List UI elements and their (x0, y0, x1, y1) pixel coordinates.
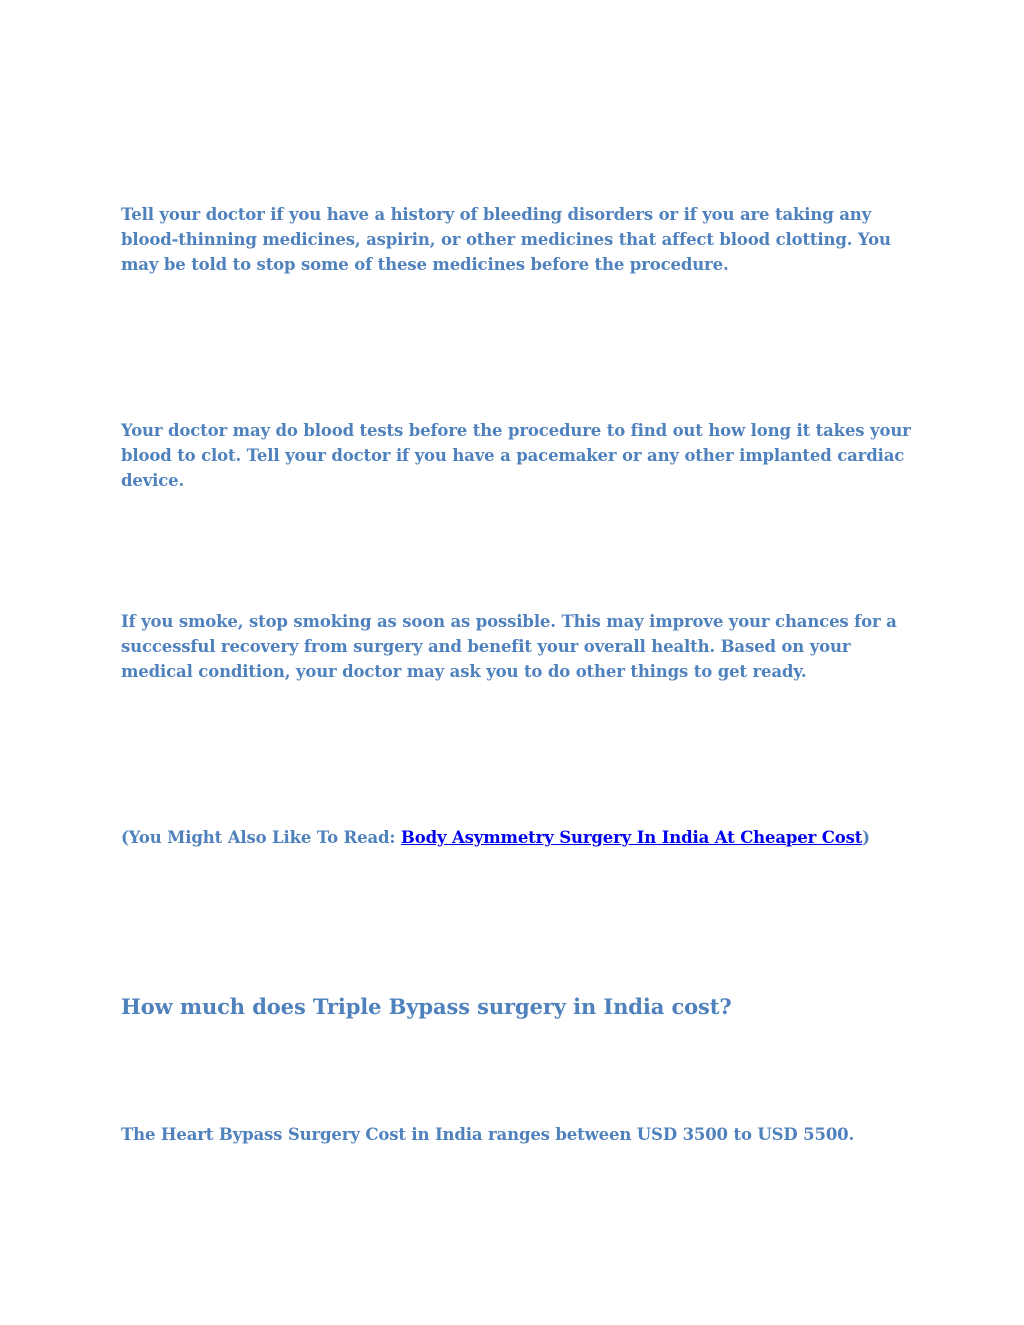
open-paren: ( (121, 828, 129, 847)
blood-tests-paragraph: Your doctor may do blood tests before the procedure to find out how long it takes your blood to clot. Tell your doctor if you have a pacemaker or any other implanted cardiac device. (121, 421, 911, 490)
cost-heading: How much does Triple Bypass surgery in India cost? (121, 994, 732, 1019)
related-reading-prefix: You Might Also Like To Read: (128, 828, 401, 847)
close-paren: ) (862, 828, 870, 847)
cost-paragraph: The Heart Bypass Surgery Cost in India ranges between USD 3500 to USD 5500. (121, 1125, 855, 1144)
bleeding-disorders-paragraph: Tell your doctor if you have a history of bleeding disorders or if you are taking any blood-thinning medicines, aspirin, or other medicines that affect blood clotting. You may be told to stop some of these medicines before the procedure. (121, 205, 891, 274)
related-reading-line (121, 825, 911, 850)
smoking-paragraph: If you smoke, stop smoking as soon as possible. This may improve your chances for a successful recovery from surgery and benefit your overall health. Based on your medical condition, your doctor may ask you to do other things to get ready. (121, 612, 897, 681)
related-article-link[interactable]: Body Asymmetry Surgery In India At Cheaper Cost (400, 828, 863, 847)
